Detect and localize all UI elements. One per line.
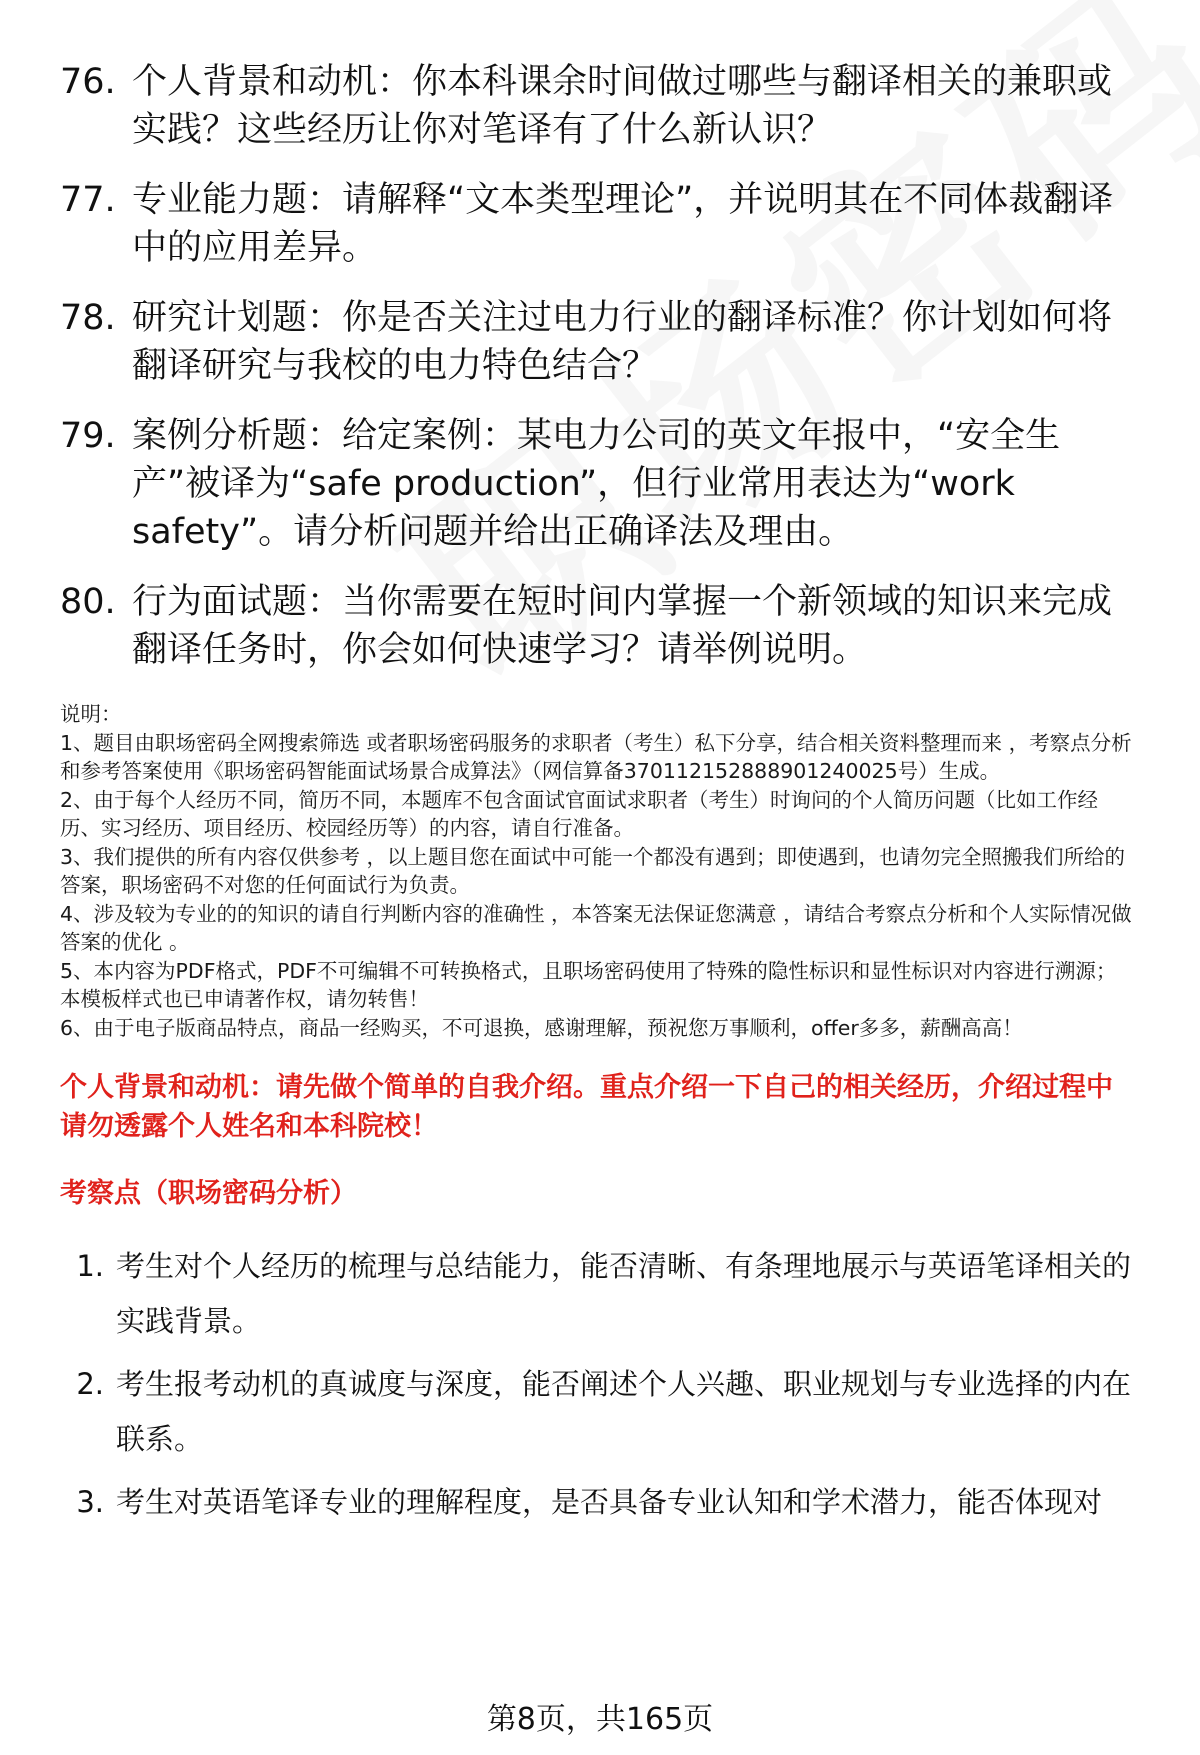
point-text: 考生对个人经历的梳理与总结能力，能否清晰、有条理地展示与英语笔译相关的实践背景。: [116, 1249, 1132, 1338]
point-text: 考生对英语笔译专业的理解程度，是否具备专业认知和学术潜力，能否体现对: [116, 1485, 1103, 1519]
question-text: 研究计划题：你是否关注过电力行业的翻译标准？你计划如何将翻译研究与我校的电力特色结合？: [132, 298, 1113, 386]
point-number: 2.: [76, 1367, 104, 1401]
note-item: 3、我们提供的所有内容仅供参考 ，以上题目您在面试中可能一个都没有遇到；即使遇到，也请勿完全照搬我们所给的答案，职场密码不对您的任何面试行为负责。: [60, 844, 1126, 897]
question-item: [60, 294, 1134, 390]
notes-title: 说明：: [60, 702, 122, 726]
list-item: [60, 1357, 1134, 1467]
question-item: [60, 412, 1134, 556]
section-subheading: 考察点（职场密码分析）: [60, 1178, 357, 1209]
list-item: [60, 1239, 1134, 1349]
section-heading: 个人背景和动机：请先做个简单的自我介绍。重点介绍一下自己的相关经历，介绍过程中请勿透露个人姓名和本科院校！: [60, 1072, 1113, 1142]
point-number: 1.: [76, 1249, 104, 1283]
question-item: [60, 176, 1134, 272]
point-number: 3.: [76, 1485, 104, 1519]
disclaimer-notes: [60, 700, 1134, 1042]
point-text: 考生报考动机的真诚度与深度，能否阐述个人兴趣、职业规划与专业选择的内在联系。: [116, 1367, 1132, 1456]
question-text: 行为面试题：当你需要在短时间内掌握一个新领域的知识来完成翻译任务时，你会如何快速学习？请举例说明。: [132, 582, 1113, 670]
question-item: [60, 578, 1134, 674]
question-number: 76.: [60, 62, 116, 102]
question-list: [60, 58, 1134, 674]
note-item: 2、由于每个人经历不同，简历不同，本题库不包含面试官面试求职者（考生）时询问的个人简历问题（比如工作经历、实习经历、项目经历、校园经历等）的内容，请自行准备。: [60, 787, 1099, 840]
question-item: [60, 58, 1134, 154]
question-number: 78.: [60, 298, 116, 338]
question-number: 77.: [60, 180, 116, 220]
list-item: [60, 1475, 1134, 1530]
page-footer: 第8页，共165页: [486, 1702, 714, 1737]
note-item: 5、本内容为PDF格式，PDF不可编辑不可转换格式，且职场密码使用了特殊的隐性标识和显性标识对内容进行溯源；本模板样式也已申请著作权，请勿转售！: [60, 958, 1117, 1011]
question-text: 专业能力题：请解释“文本类型理论”，并说明其在不同体裁翻译中的应用差异。: [132, 180, 1114, 268]
question-number: 79.: [60, 416, 116, 456]
note-item: 6、由于电子版商品特点，商品一经购买，不可退换，感谢理解，预祝您万事顺利，offer多多，薪酬高高！: [60, 1015, 1023, 1040]
note-item: 1、题目由职场密码全网搜索筛选 或者职场密码服务的求职者（考生）私下分享，结合相关资料整理而来 ，考察点分析和参考答案使用《职场密码智能面试场景合成算法》（网信算备370112152888901240025号）生成。: [60, 730, 1132, 783]
question-text: 个人背景和动机：你本科课余时间做过哪些与翻译相关的兼职或实践？这些经历让你对笔译有了什么新认识？: [132, 62, 1113, 150]
question-number: 80.: [60, 582, 116, 622]
question-text: 案例分析题：给定案例：某电力公司的英文年报中，“安全生产”被译为“safe production”，但行业常用表达为“work safety”。请分析问题并给出正确译法及理由。: [132, 416, 1061, 552]
assessment-points: [60, 1239, 1134, 1530]
note-item: 4、涉及较为专业的的知识的请自行判断内容的准确性 ，本答案无法保证您满意 ，请结合考察点分析和个人实际情况做答案的优化 。: [60, 901, 1132, 954]
